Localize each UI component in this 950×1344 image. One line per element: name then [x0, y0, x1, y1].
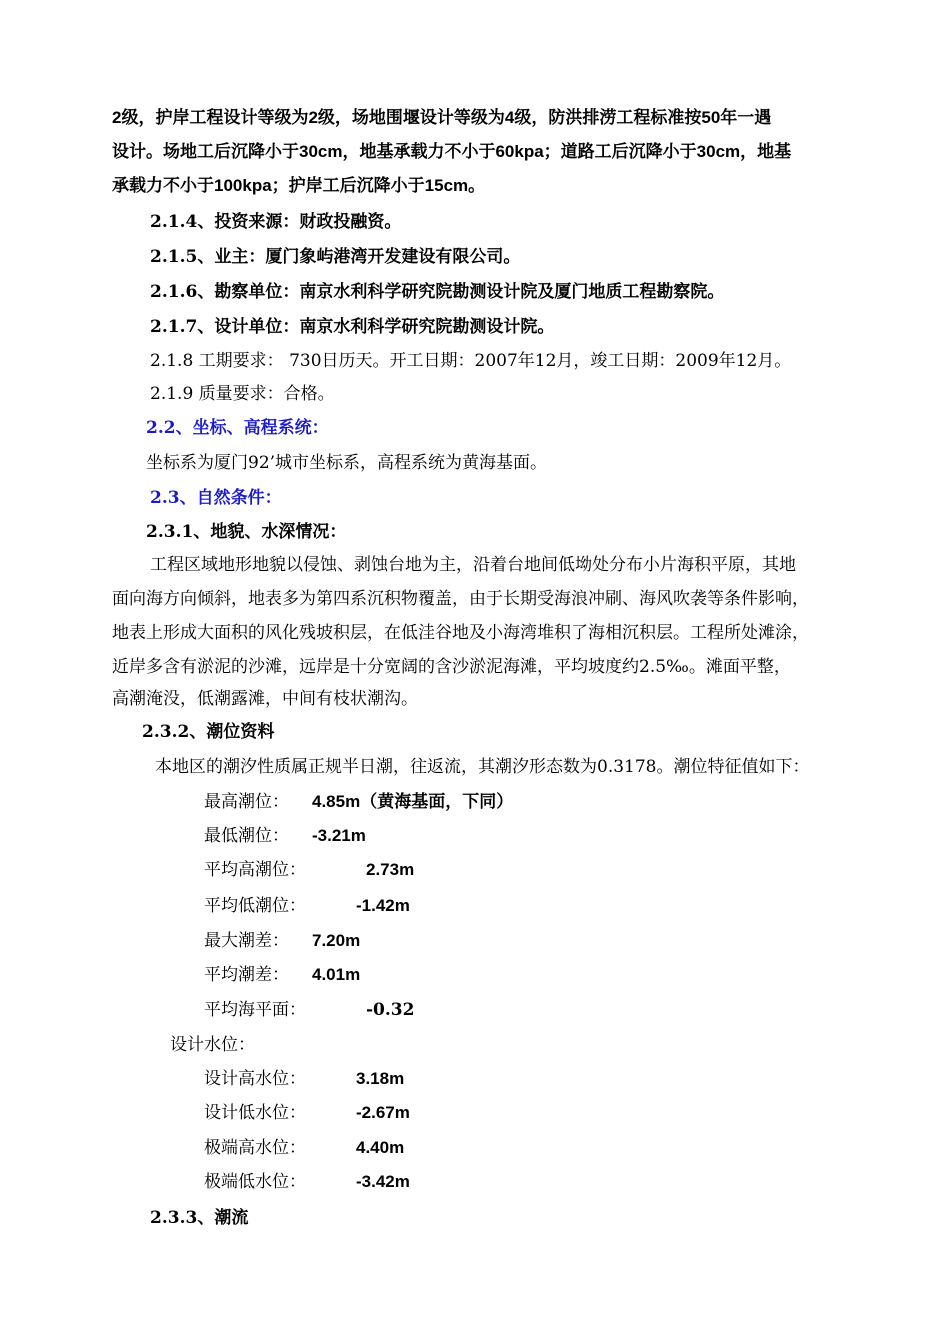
paragraph-line: 地表上形成大面积的风化残坡积层，在低洼谷地及小海湾堆积了海相沉积层。工程所处滩涂， — [112, 623, 809, 643]
paragraph-line: 高潮淹没，低潮露滩，中间有枝状潮沟。 — [112, 689, 418, 709]
paragraph-line: 面向海方向倾斜，地表多为第四系沉积物覆盖，由于长期受海浪冲刷、海风吹袭等条件影响， — [112, 589, 809, 609]
design-label: 设计低水位： — [204, 1103, 306, 1123]
tide-value: 2.73m — [366, 860, 415, 879]
heading-2-3-2: 2.3.2、潮位资料 — [142, 722, 275, 742]
design-water-title: 设计水位： — [170, 1035, 255, 1055]
tide-label: 平均潮差： — [204, 965, 289, 985]
paragraph-line: 近岸多含有淤泥的沙滩，远岸是十分宽阔的含沙淤泥海滩，平均坡度约2.5‰。滩面平整， — [112, 657, 791, 677]
design-label: 极端高水位： — [204, 1138, 306, 1158]
tide-label: 平均海平面： — [204, 1000, 306, 1020]
heading-2-3: 2.3、自然条件： — [150, 488, 282, 508]
design-value: -3.42m — [356, 1172, 410, 1191]
design-value: 4.40m — [356, 1138, 405, 1157]
design-label: 极端低水位： — [204, 1172, 306, 1192]
heading-2-2: 2.2、坐标、高程系统： — [146, 418, 329, 438]
tide-label: 平均低潮位： — [204, 896, 306, 916]
paragraph-2-2: 坐标系为厦门92’城市坐标系，高程系统为黄海基面。 — [146, 453, 548, 473]
tide-value: 4.01m — [312, 965, 361, 984]
section-2-1-4: 2.1.4、投资来源：财政投融资。 — [150, 212, 402, 232]
heading-2-3-3: 2.3.3、潮流 — [150, 1208, 249, 1228]
section-2-1-7: 2.1.7、设计单位：南京水利科学研究院勘测设计院。 — [150, 317, 555, 337]
section-2-1-5: 2.1.5、业主：厦门象屿港湾开发建设有限公司。 — [150, 247, 521, 267]
tide-label: 最大潮差： — [204, 931, 289, 951]
tide-label: 最低潮位： — [204, 826, 289, 846]
tide-value: -0.32 — [366, 1000, 415, 1020]
section-2-1-8: 2.1.8 工期要求： 730日历天。开工日期：2007年12月，竣工日期：2009年12月。 — [150, 351, 792, 371]
tide-label: 最高潮位： — [204, 792, 289, 812]
tide-value: 4.85m（黄海基面，下同） — [312, 792, 514, 811]
design-value: 3.18m — [356, 1069, 405, 1088]
tide-label: 平均高潮位： — [204, 860, 306, 880]
tide-value: -1.42m — [356, 896, 410, 915]
tide-value: 7.20m — [312, 931, 361, 950]
section-2-1-6: 2.1.6、勘察单位：南京水利科学研究院勘测设计院及厦门地质工程勘察院。 — [150, 282, 725, 302]
paragraph-line: 设计。场地工后沉降小于30cm，地基承载力不小于60kpa；道路工后沉降小于30cm，地基 — [112, 142, 792, 161]
tide-value: -3.21m — [312, 826, 366, 845]
paragraph-line: 承载力不小于100kpa；护岸工后沉降小于15cm。 — [112, 176, 486, 195]
paragraph-line: 2级，护岸工程设计等级为2级，场地围堰设计等级为4级，防洪排涝工程标准按50年一遇 — [112, 108, 772, 127]
heading-2-3-1: 2.3.1、地貌、水深情况： — [146, 522, 347, 542]
paragraph-2-3-2: 本地区的潮汐性质属正规半日潮，往返流，其潮汐形态数为0.3178。潮位特征值如下： — [155, 757, 810, 777]
design-value: -2.67m — [356, 1103, 410, 1122]
section-2-1-9: 2.1.9 质量要求：合格。 — [150, 384, 335, 404]
paragraph-line: 工程区域地形地貌以侵蚀、剥蚀台地为主，沿着台地间低坳处分布小片海积平原，其地 — [150, 555, 796, 575]
design-label: 设计高水位： — [204, 1069, 306, 1089]
